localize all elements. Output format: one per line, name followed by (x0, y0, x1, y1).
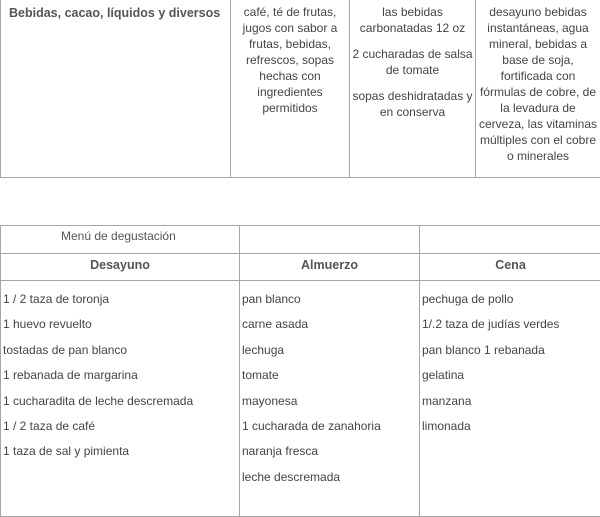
list-item: carne asada (242, 312, 419, 337)
category-cell (1, 0, 231, 178)
breakfast-heading: Desayuno (1, 254, 240, 281)
menu-caption: Menú de degustación (61, 229, 176, 243)
table-row (1, 281, 600, 517)
list-item: 1 cucharadita de leche descremada (3, 389, 239, 414)
list-item: 1 / 2 taza de toronja (3, 287, 239, 312)
list-item: 1/.2 taza de judías verdes (422, 312, 600, 337)
sample-menu-table (0, 225, 600, 517)
lunch-heading: Almuerzo (240, 254, 420, 281)
list-item: mayonesa (242, 389, 419, 414)
menu-caption-cell (1, 226, 240, 254)
list-item: pan blanco (242, 287, 419, 312)
table-header-row (1, 254, 600, 281)
cell-text: café, té de frutas, jugos con sabor a frutas, bebidas, refrescos, sopas hechas con ingredientes permitidos (233, 4, 347, 116)
list-item: naranja fresca (242, 439, 419, 464)
list-item: lechuga (242, 338, 419, 363)
allowed-foods-cell (231, 0, 350, 178)
limited-foods-cell (350, 0, 476, 178)
avoid-foods-cell (476, 0, 600, 178)
list-item: 1 rebanada de margarina (3, 363, 239, 388)
list-item: tostadas de pan blanco (3, 338, 239, 363)
table-row (1, 0, 600, 178)
list-item: 1 huevo revuelto (3, 312, 239, 337)
list-item: gelatina (422, 363, 600, 388)
list-item: limonada (422, 414, 600, 439)
dinner-heading: Cena (420, 254, 600, 281)
category-label: Bebidas, cacao, líquidos y diversos (9, 6, 220, 20)
cell-text: sopas deshidratadas y en conserva (352, 88, 473, 120)
list-item: tomate (242, 363, 419, 388)
cell-text: 2 cucharadas de salsa de tomate (352, 46, 473, 78)
table-row (1, 226, 600, 254)
breakfast-items-cell (1, 281, 240, 517)
list-item: 1 cucharada de zanahoria (242, 414, 419, 439)
list-item: 1 / 2 taza de café (3, 414, 239, 439)
empty-cell (420, 226, 600, 254)
list-item: pan blanco 1 rebanada (422, 338, 600, 363)
food-category-table (0, 0, 600, 178)
list-item: pechuga de pollo (422, 287, 600, 312)
list-item: 1 taza de sal y pimienta (3, 439, 239, 464)
list-item: leche descremada (242, 465, 419, 490)
cell-text: las bebidas carbonatadas 12 oz (352, 4, 473, 36)
dinner-items-cell (420, 281, 600, 517)
list-item: manzana (422, 389, 600, 414)
lunch-items-cell (240, 281, 420, 517)
cell-text: desayuno bebidas instantáneas, agua mineral, bebidas a base de soja, fortificada con fórmulas de cobre, de la levadura de cerveza, las vitaminas múltiples con el cobre o minerales (478, 4, 598, 164)
empty-cell (240, 226, 420, 254)
